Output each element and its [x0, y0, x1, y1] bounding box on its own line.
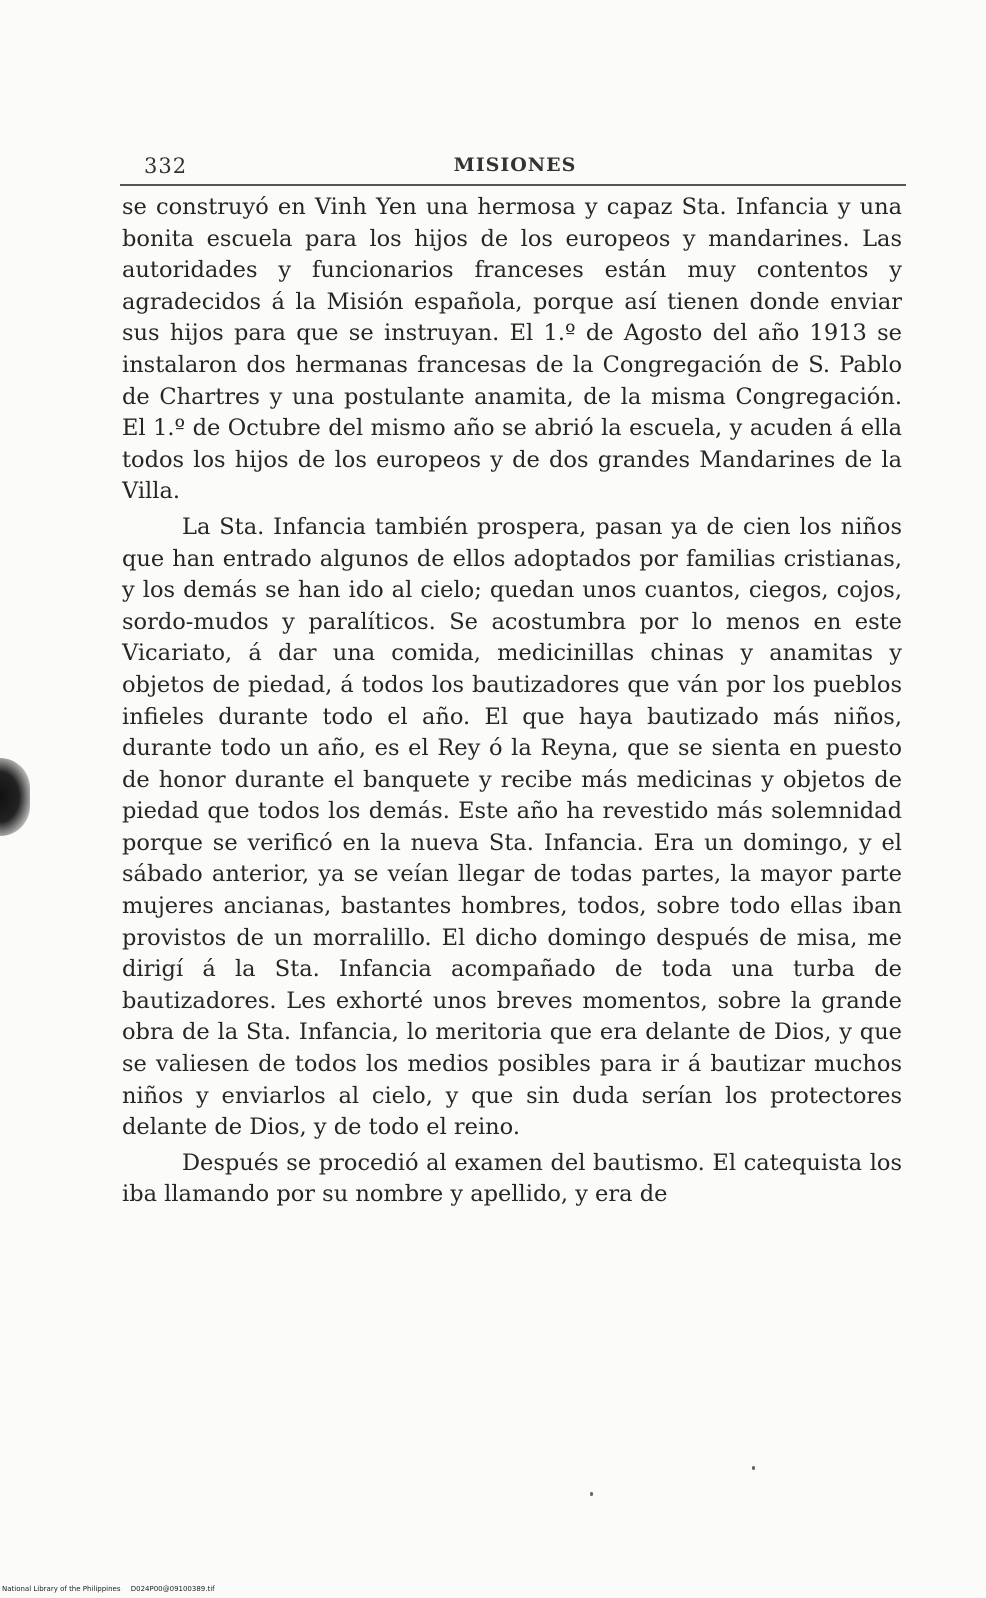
page-number: 332 [144, 154, 188, 178]
paragraph-1: se construyó en Vinh Yen una hermosa y capaz Sta. Infancia y una bonita escuela para los hijos de los europeos y mandarines. Las autoridades y funcionarios franceses están muy contentos y agradecidos á la Misión española, porque así tienen donde enviar sus hijos para que se instruyan. El 1.º de Agosto del año 1913 se instalaron dos hermanas francesas de la Congregación de S. Pablo de Chartres y una postulante anamita, de la misma Congregación. El 1.º de Octubre del mismo año se abrió la escuela, y acuden á ella todos los hijos de los europeos y de dos grandes Mandarines de la Villa. [122, 194, 902, 505]
paragraph-2: La Sta. Infancia también prospera, pasan ya de cien los niños que han entrado algunos de ellos adoptados por familias cristianas, y los demás se han ido al cielo; quedan unos cuantos, ciegos, cojos, sordo-mudos y paralíticos. Se acostumbra por lo menos en este Vicariato, á dar una comida, medicinillas chinas y anamitas y objetos de piedad, á todos los bautizadores que ván por los pueblos infieles durante todo el año. El que haya bautizado más niños, durante todo un año, es el Rey ó la Reyna, que se sienta en puesto de honor durante el banquete y recibe más medicinas y objetos de piedad que todos los demás. Este año ha revestido más solemnidad porque se verificó en la nueva Sta. Infancia. Era un domingo, y el sábado anterior, ya se veían llegar de todas partes, la mayor parte mujeres ancianas, bastantes hombres, todos, sobre todo ellas iban provistos de un morralillo. El dicho domingo después de misa, me dirigí á la Sta. Infancia acompañado de toda una turba de bautizadores. Les exhorté unos breves momentos, sobre la grande obra de la Sta. Infancia, lo meritoria que era delante de Dios, y que se valiesen de todos los medios posibles para ir á bautizar muchos niños y enviarlos al cielo, y que sin duda serían los protectores delante de Dios, y de todo el reino. [122, 513, 902, 1141]
body-text [122, 192, 902, 1211]
page-header [144, 150, 904, 186]
footer-source: National Library of the Philippines [2, 1585, 121, 1593]
scan-edge-shadow [0, 758, 30, 836]
scan-speck [590, 1492, 593, 1496]
header-rule [120, 184, 906, 186]
scan-footer [2, 1585, 223, 1593]
running-head: MISIONES [453, 154, 577, 176]
paragraph-3: Después se procedió al examen del bautismo. El catequista los iba llamando por su nombre y apellido, y era de [122, 1149, 902, 1208]
scan-speck [752, 1466, 755, 1470]
footer-image-id: D024P00@09100389.tif [130, 1585, 215, 1593]
